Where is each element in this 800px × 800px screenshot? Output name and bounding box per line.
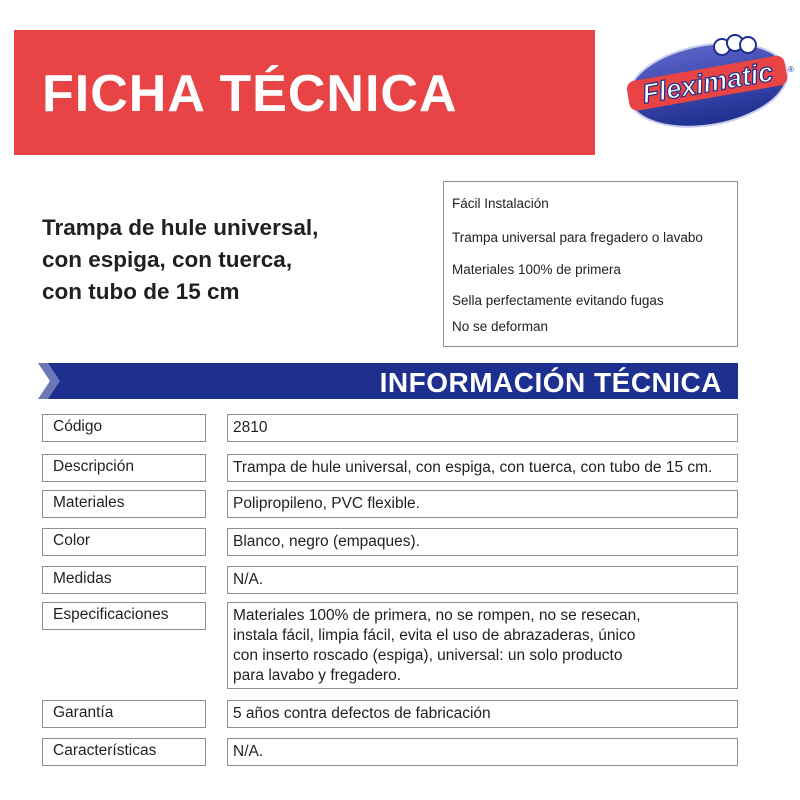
feature-item: Fácil Instalación (452, 196, 549, 211)
spec-label-color: Color (42, 528, 206, 556)
spec-value-line: para lavabo y fregadero. (233, 667, 402, 684)
spec-label-descripcion: Descripción (42, 454, 206, 482)
spec-value-garantia: 5 años contra defectos de fabricación (227, 700, 738, 728)
spec-label-caracteristicas: Características (42, 738, 206, 766)
spec-value-codigo: 2810 (227, 414, 738, 442)
page-title: FICHA TÉCNICA (42, 65, 458, 123)
feature-item: No se deforman (452, 319, 549, 334)
title-banner (14, 30, 595, 155)
registered-icon: ® (788, 65, 794, 74)
spec-label-especificaciones: Especificaciones (42, 602, 206, 630)
feature-item: Materiales 100% de primera (452, 262, 621, 277)
brand-name: Fleximatic (640, 56, 776, 110)
spec-value-line: instala fácil, limpia fácil, evita el uso de abrazaderas, único (233, 627, 636, 644)
feature-item: Sella perfectamente evitando fugas (452, 293, 664, 308)
spec-label-medidas: Medidas (42, 566, 206, 594)
product-title-line: con tubo de 15 cm (42, 279, 240, 304)
spec-value-line: con inserto roscado (espiga), universal: un solo producto (233, 647, 623, 664)
fleximatic-logo (622, 30, 794, 130)
features-box (443, 181, 738, 347)
spec-value-especificaciones (227, 602, 738, 689)
feature-item: Trampa universal para fregadero o lavabo (452, 230, 703, 245)
spec-label-materiales: Materiales (42, 490, 206, 518)
spec-value-caracteristicas: N/A. (227, 738, 738, 766)
section-title: INFORMACIÓN TÉCNICA (379, 367, 722, 398)
product-title-line: Trampa de hule universal, (42, 215, 319, 240)
spec-label-codigo: Código (42, 414, 206, 442)
spec-value-descripcion: Trampa de hule universal, con espiga, con tuerca, con tubo de 15 cm. (227, 454, 738, 482)
product-title-line: con espiga, con tuerca, (42, 247, 293, 272)
product-title (42, 212, 402, 308)
spec-value-line: Materiales 100% de primera, no se rompen, no se resecan, (233, 607, 641, 624)
spec-value-color: Blanco, negro (empaques). (227, 528, 738, 556)
spec-value-materiales: Polipropileno, PVC flexible. (227, 490, 738, 518)
spec-label-garantia: Garantía (42, 700, 206, 728)
hand-icon (714, 35, 756, 55)
spec-value-medidas: N/A. (227, 566, 738, 594)
